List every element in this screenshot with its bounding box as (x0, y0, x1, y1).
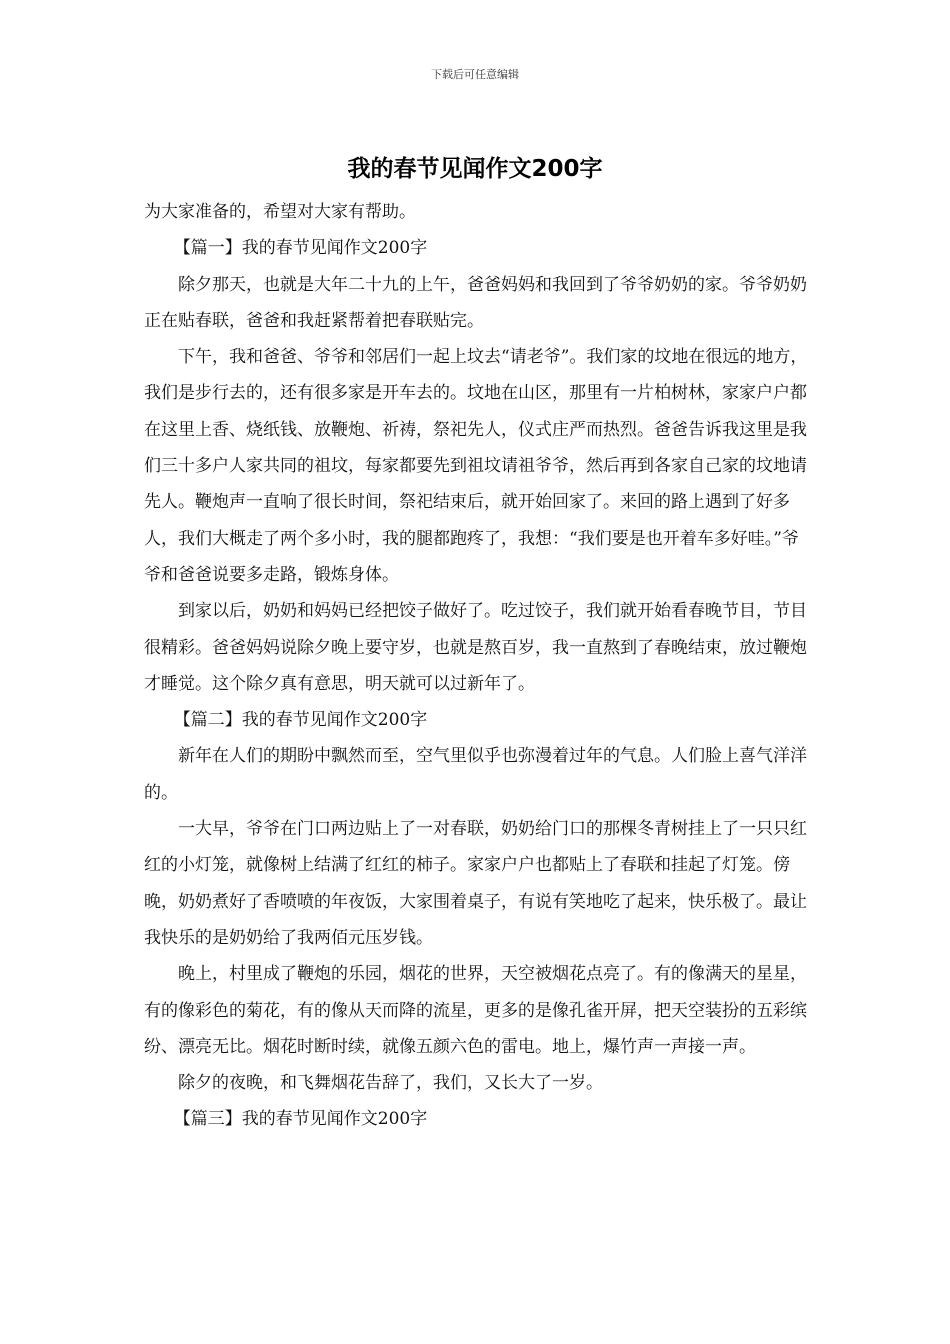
paragraph: 到家以后，奶奶和妈妈已经把饺子做好了。吃过饺子，我们就开始看春晚节目，节目很精彩。爸爸妈妈说除夕晚上要守岁，也就是熬百岁，我一直熬到了春晚结束，放过鞭炮才睡觉。这个除夕真有意思，明天就可以过新年了。 (144, 601, 807, 694)
section-heading-1: 【篇一】我的春节见闻作文200字 (173, 238, 428, 259)
section-heading-2: 【篇二】我的春节见闻作文200字 (173, 710, 428, 731)
intro-paragraph: 为大家准备的，希望对大家有帮助。 (144, 202, 416, 222)
section-heading-3: 【篇三】我的春节见闻作文200字 (173, 1109, 428, 1130)
paragraph: 一大早，爷爷在门口两边贴上了一对春联，奶奶给门口的那棵冬青树挂上了一只只红红的小灯笼，就像树上结满了红红的柿子。家家户户也都贴上了春联和挂起了灯笼。傍晚，奶奶煮好了香喷喷的年夜饭，大家围着桌子，有说有笑地吃了起来，快乐极了。最让我快乐的是奶奶给了我两佰元压岁钱。 (144, 819, 807, 948)
document-body (144, 194, 810, 1138)
paragraph: 除夕那天，也就是大年二十九的上午，爸爸妈妈和我回到了爷爷奶奶的家。爷爷奶奶正在贴春联，爸爸和我赶紧帮着把春联贴完。 (144, 274, 807, 331)
document-title: 我的春节见闻作文200字 (347, 156, 603, 182)
page-header: 下载后可任意编辑 (431, 68, 519, 81)
paragraph: 除夕的夜晚，和飞舞烟花告辞了，我们，又长大了一岁。 (178, 1073, 603, 1094)
paragraph: 新年在人们的期盼中飘然而至，空气里似乎也弥漫着过年的气息。人们脸上喜气洋洋的。 (144, 746, 807, 803)
paragraph: 下午，我和爸爸、爷爷和邻居们一起上坟去“请老爷”。我们家的坟地在很远的地方，我们是步行去的，还有很多家是开车去的。坟地在山区，那里有一片柏树林，家家户户都在这里上香、烧纸钱、放鞭炮、祈祷，祭祀先人，仪式庄严而热烈。爸爸告诉我这里是我们三十多户人家共同的祖坟，每家都要先到祖坟请祖爷爷，然后再到各家自己家的坟地请先人。鞭炮声一直响了很长时间，祭祀结束后，就开始回家了。来回的路上遇到了好多人，我们大概走了两个多小时，我的腿都跑疼了，我想：“我们要是也开着车多好哇。”爷爷和爸爸说要多走路，锻炼身体。 (144, 347, 808, 585)
paragraph: 晚上，村里成了鞭炮的乐园，烟花的世界，天空被烟花点亮了。有的像满天的星星，有的像彩色的菊花，有的像从天而降的流星，更多的是像孔雀开屏，把天空装扮的五彩缤纷、漂亮无比。烟花时断时续，就像五颜六色的雷电。地上，爆竹声一声接一声。 (144, 964, 807, 1057)
